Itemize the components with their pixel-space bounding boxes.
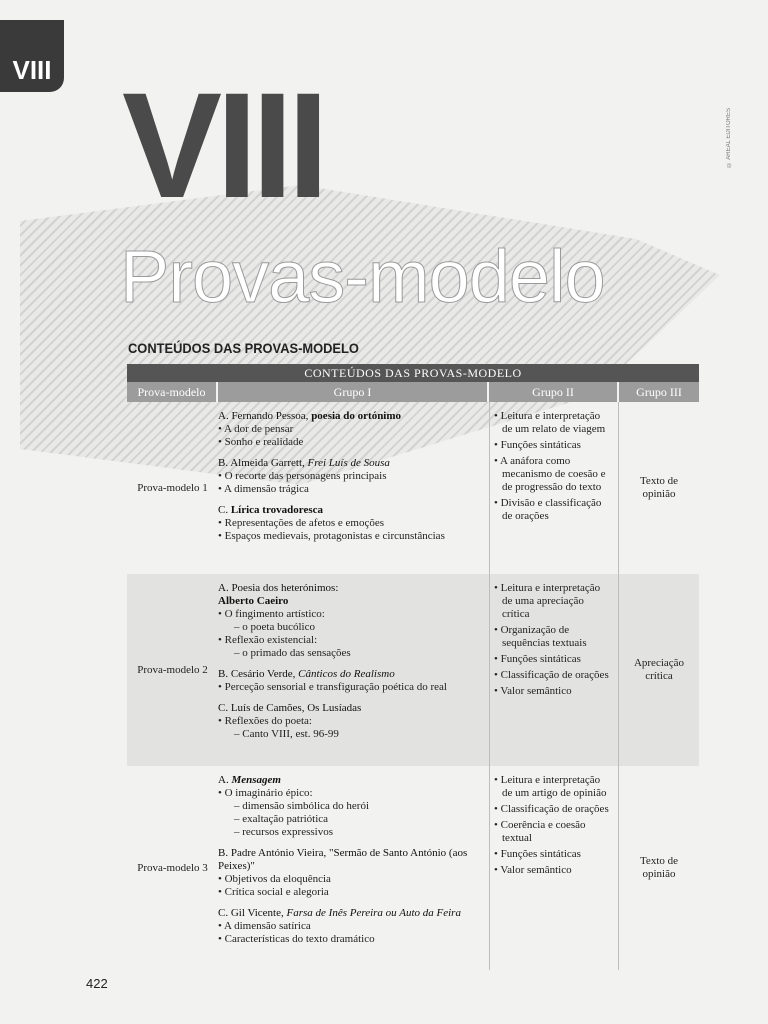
chapter-title: Provas-modelo xyxy=(120,235,605,318)
grupo-2-cell: • Leitura e interpretação de uma apreciação crítica • Organização de sequências textuais • Funções sintáticas • Classificação de orações • Valor semântico xyxy=(489,574,619,766)
chapter-number: VIII xyxy=(122,61,324,229)
header-grupo-2: Grupo II xyxy=(489,382,619,402)
grupo-1-cell xyxy=(116,574,489,766)
group-b: B. Cesário Verde, Cânticos do Realismo • Perceção sensorial e transfiguração poética do real xyxy=(218,668,489,694)
grupo-3-cell: Apreciação crítica xyxy=(633,657,685,682)
grupo-2-cell: • Leitura e interpretação de um artigo de opinião • Classificação de orações • Coerência e coesão textual • Funções sintáticas • Valor semântico xyxy=(489,766,619,970)
publisher-mark: © AREAL EDITORES xyxy=(726,108,732,168)
table-header-row xyxy=(127,382,699,402)
grupo-2-cell: • Leitura e interpretação de um relato de viagem • Funções sintáticas • A anáfora como mecanismo de coesão e de progressão do texto • Divisão e classificação de orações xyxy=(489,402,619,574)
row-label: Prova-modelo 3 xyxy=(137,861,208,874)
group-c: C. Gil Vicente, Farsa de Inês Pereira ou Auto da Feira • A dimensão satírica • Características do texto dramático xyxy=(218,907,489,946)
chapter-tab: VIII xyxy=(0,20,64,92)
table-row-prova-2 xyxy=(127,574,699,766)
table-row-prova-3 xyxy=(127,766,699,970)
table-row-prova-1 xyxy=(127,402,699,574)
group-a: A. Fernando Pessoa, poesia do ortónimo • A dor de pensar • Sonho e realidade xyxy=(218,410,489,449)
section-heading: CONTEÚDOS DAS PROVAS-MODELO xyxy=(128,340,359,356)
grupo-1-cell xyxy=(116,766,489,970)
group-c: C. Luís de Camões, Os Lusíadas • Reflexões do poeta: – Canto VIII, est. 96-99 xyxy=(218,702,489,741)
group-b: B. Padre António Vieira, "Sermão de Santo António (aos Peixes)" • Objetivos da eloquência • Crítica social e alegoria xyxy=(218,847,489,899)
page-number: 422 xyxy=(86,976,108,991)
table-title: CONTEÚDOS DAS PROVAS-MODELO xyxy=(127,364,699,382)
header-grupo-1: Grupo I xyxy=(218,382,489,402)
group-a: A. Poesia dos heterónimos: Alberto Caeiro • O fingimento artístico: – o poeta bucólico • Reflexão existencial: – o primado das sensações xyxy=(218,582,489,660)
header-prova: Prova-modelo xyxy=(127,382,218,402)
row-label: Prova-modelo 2 xyxy=(137,663,208,676)
contents-table xyxy=(127,364,699,970)
grupo-3-cell: Texto de opinião xyxy=(639,855,679,880)
group-b: B. Almeida Garrett, Frei Luís de Sousa • O recorte das personagens principais • A dimensão trágica xyxy=(218,457,489,496)
grupo-1-cell xyxy=(116,402,489,574)
row-label: Prova-modelo 1 xyxy=(137,481,208,494)
group-a: A. Mensagem • O imaginário épico: – dimensão simbólica do herói – exaltação patriótica – recursos expressivos xyxy=(218,774,489,839)
header-grupo-3: Grupo III xyxy=(636,385,682,399)
grupo-3-cell: Texto de opinião xyxy=(639,475,679,500)
group-c: C. Lírica trovadoresca • Representações de afetos e emoções • Espaços medievais, protagonistas e circunstâncias xyxy=(218,504,489,543)
